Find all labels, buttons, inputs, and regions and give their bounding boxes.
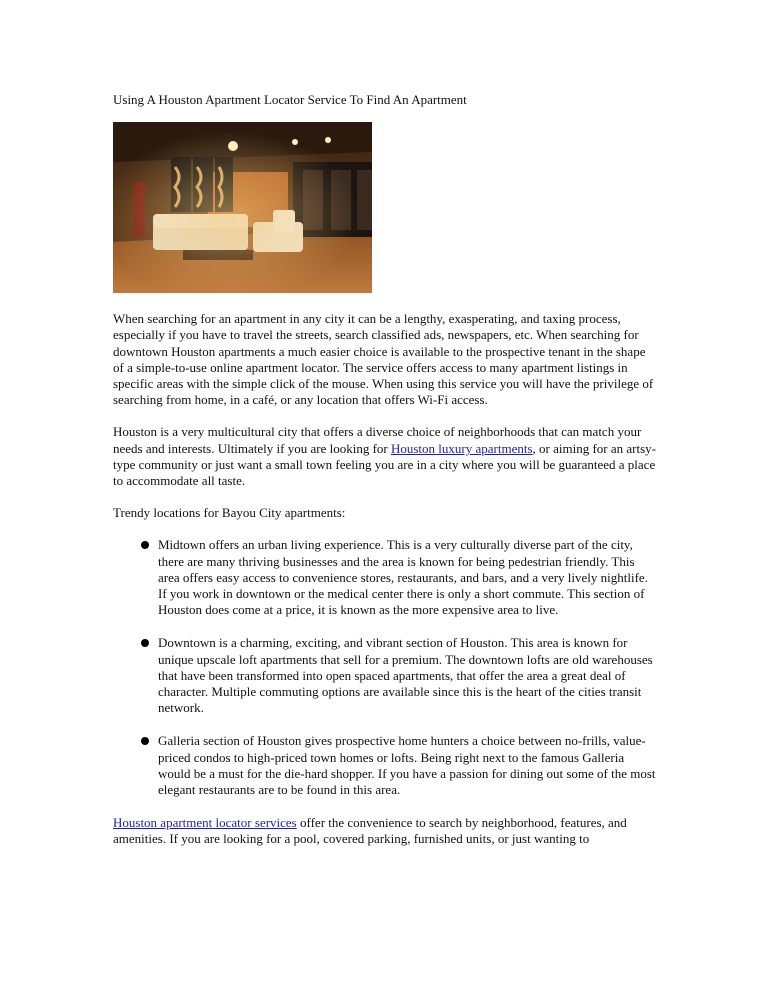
list-intro: Trendy locations for Bayou City apartments: xyxy=(113,505,346,521)
apartment-interior-photo xyxy=(113,122,372,293)
list-item-downtown xyxy=(113,635,658,716)
list-item-text: Midtown offers an urban living experience. This is a very culturally diverse part of the city, there are many thriving businesses and the area is known for being pedestrian friendly. This area offers easy access to convenience stores, restaurants, and bars, and a very lively nightlife. If you work in downtown or the medical center there is only a short commute. This section of Houston does come at a price, it is known as the more expensive area to live. xyxy=(158,537,648,618)
paragraph-text-after-link: , or aiming for an artsy-type community or just want a small town feeling you are in a city where you will be guaranteed a place to accommodate all taste. xyxy=(113,440,656,489)
paragraph-locator-services xyxy=(113,815,658,847)
paragraph-multicultural xyxy=(113,424,658,489)
paragraph-intro: When searching for an apartment in any city it can be a lengthy, exasperating, and taxing process, especially if you have to travel the streets, search classified ads, newspapers, etc. When searching for downtown Houston apartments a much easier choice is available to the prospective tenant in the shape of a simple-to-use online apartment locator. The service offers access to many apartment listings in specific areas with the simple click of the mouse. When using this service you will have the privilege of searching from home, in a café, or any location that offers Wi-Fi access. xyxy=(113,311,654,408)
list-item-galleria xyxy=(113,733,658,798)
locations-list xyxy=(113,537,658,798)
list-item-midtown xyxy=(113,537,658,618)
document-title: Using A Houston Apartment Locator Service To Find An Apartment xyxy=(113,92,467,107)
paragraph-text-after-link: offer the convenience to search by neighborhood, features, and amenities. If you are looking for a pool, covered parking, furnished units, or just wanting to xyxy=(113,815,627,847)
paragraph-text-before-link: Houston is a very multicultural city that offers a diverse choice of neighborhoods that can match your needs and interests. Ultimately if you are looking for xyxy=(113,424,642,456)
bullet-icon xyxy=(141,541,149,549)
houston-apartment-locator-services-link[interactable]: Houston apartment locator services xyxy=(113,815,297,831)
list-item-text: Galleria section of Houston gives prospective home hunters a choice between no-frills, value-priced condos to high-priced town homes or lofts. Being right next to the famous Galleria would be a must for the die-hard shopper. If you have a passion for dining out some of the most elegant restaurants are to be found in this area. xyxy=(158,733,656,798)
bullet-icon xyxy=(141,737,149,745)
houston-luxury-apartments-link[interactable]: Houston luxury apartments xyxy=(390,440,533,456)
list-item-text: Downtown is a charming, exciting, and vibrant section of Houston. This area is known for unique upscale loft apartments that sell for a premium. The downtown lofts are old warehouses that have been transformed into open spaced apartments, that offer the area a great deal of character. Multiple commuting options are available since this is the heart of the cities transit network. xyxy=(158,635,653,716)
document-page xyxy=(113,92,658,864)
bullet-icon xyxy=(141,639,149,647)
